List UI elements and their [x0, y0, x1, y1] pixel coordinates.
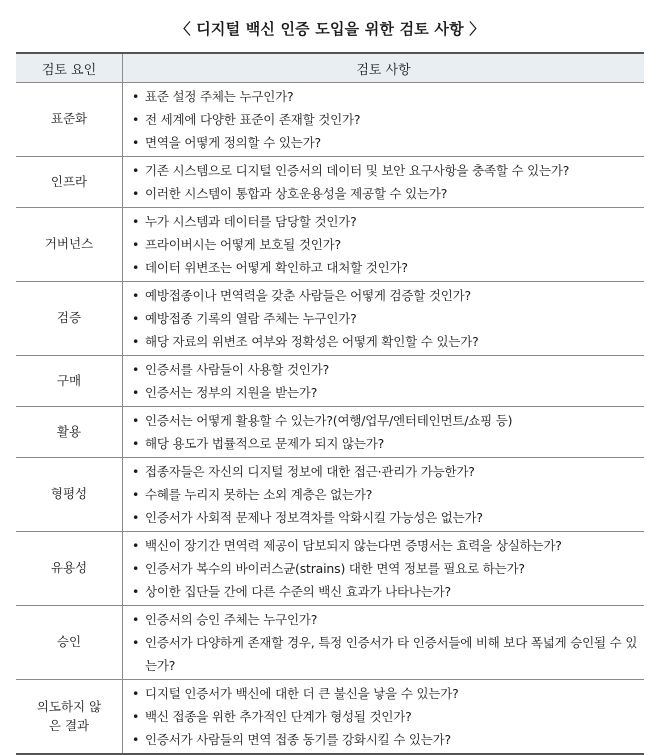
row-items [123, 407, 645, 458]
row-factor: 형평성 [16, 458, 123, 532]
document-title: 〈 디지털 백신 인증 도입을 위한 검토 사항 〉 [175, 20, 485, 38]
row-items [123, 157, 645, 208]
row-factor: 표준화 [16, 83, 123, 157]
row-items [123, 356, 645, 407]
row-factor: 인프라 [16, 157, 123, 208]
row-items [123, 680, 645, 755]
row-items [123, 606, 645, 680]
list-item: • 이러한 시스템이 통합과 상호운용성을 제공할 수 있는가? [129, 182, 638, 205]
list-item: • 예방접종 기록의 열람 주체는 누구인가? [129, 307, 638, 330]
list-item: • 예방접종이나 면역력을 갖춘 사람들은 어떻게 검증할 것인가? [129, 284, 638, 307]
list-item: • 수혜를 누리지 못하는 소외 계층은 없는가? [129, 483, 638, 506]
list-item: • 해당 용도가 법률적으로 문제가 되지 않는가? [129, 432, 638, 455]
row-factor: 활용 [16, 407, 123, 458]
list-item: • 기존 시스템으로 디지털 인증서의 데이터 및 보안 요구사항을 충족할 수 있는가? [129, 159, 638, 182]
table-row [16, 532, 644, 606]
list-item: • 해당 자료의 위변조 여부와 정확성은 어떻게 확인할 수 있는가? [129, 330, 638, 353]
list-item: • 프라이버시는 어떻게 보호될 것인가? [129, 233, 638, 256]
review-table [16, 52, 644, 755]
list-item: • 누가 시스템과 데이터를 담당할 것인가? [129, 210, 638, 233]
table-row [16, 680, 644, 755]
list-item: • 인증서가 복수의 바이러스균(strains) 대한 면역 정보를 필요로 하는가? [129, 557, 638, 580]
list-item: • 접종자들은 자신의 디지털 정보에 대한 접근·관리가 가능한가? [129, 460, 638, 483]
row-items [123, 282, 645, 356]
row-items [123, 532, 645, 606]
table-row [16, 157, 644, 208]
table-row [16, 356, 644, 407]
row-items [123, 208, 645, 282]
list-item: • 인증서를 사람들이 사용할 것인가? [129, 358, 638, 381]
table-row [16, 83, 644, 157]
table-row [16, 458, 644, 532]
row-items [123, 458, 645, 532]
row-factor: 승인 [16, 606, 123, 680]
row-factor: 의도하지 않은 결과 [16, 680, 123, 755]
table-row [16, 208, 644, 282]
list-item: • 표준 설정 주체는 누구인가? [129, 85, 638, 108]
list-item: • 백신 접종을 위한 추가적인 단계가 형성될 것인가? [129, 705, 638, 728]
list-item: • 데이터 위변조는 어떻게 확인하고 대처할 것인가? [129, 256, 638, 279]
row-factor: 구매 [16, 356, 123, 407]
list-item: • 인증서는 정부의 지원을 받는가? [129, 381, 638, 404]
table-row [16, 606, 644, 680]
list-item: • 인증서의 승인 주체는 누구인가? [129, 608, 638, 631]
list-item: • 면역을 어떻게 정의할 수 있는가? [129, 131, 638, 154]
list-item: • 상이한 집단들 간에 다른 수준의 백신 효과가 나타나는가? [129, 580, 638, 603]
header-items: 검토 사항 [123, 53, 645, 83]
row-factor: 거버넌스 [16, 208, 123, 282]
list-item: • 인증서가 사람들의 면역 접종 동기를 강화시킬 수 있는가? [129, 728, 638, 751]
list-item: • 디지털 인증서가 백신에 대한 더 큰 불신을 낳을 수 있는가? [129, 682, 638, 705]
row-factor: 검증 [16, 282, 123, 356]
table-row [16, 407, 644, 458]
row-items [123, 83, 645, 157]
list-item: • 인증서가 다양하게 존재할 경우, 특정 인증서가 타 인증서들에 비해 보다 폭넓게 승인될 수 있는가? [129, 631, 638, 677]
table-row [16, 282, 644, 356]
list-item: • 백신이 장기간 면역력 제공이 담보되지 않는다면 증명서는 효력을 상실하는가? [129, 534, 638, 557]
table-header-row [16, 53, 644, 83]
row-factor: 유용성 [16, 532, 123, 606]
list-item: • 인증서는 어떻게 활용할 수 있는가?(여행/업무/엔터테인먼트/쇼핑 등) [129, 409, 638, 432]
list-item: • 전 세계에 다양한 표준이 존재할 것인가? [129, 108, 638, 131]
list-item: • 인증서가 사회적 문제나 정보격차를 악화시킬 가능성은 없는가? [129, 506, 638, 529]
header-factor: 검토 요인 [16, 53, 123, 83]
